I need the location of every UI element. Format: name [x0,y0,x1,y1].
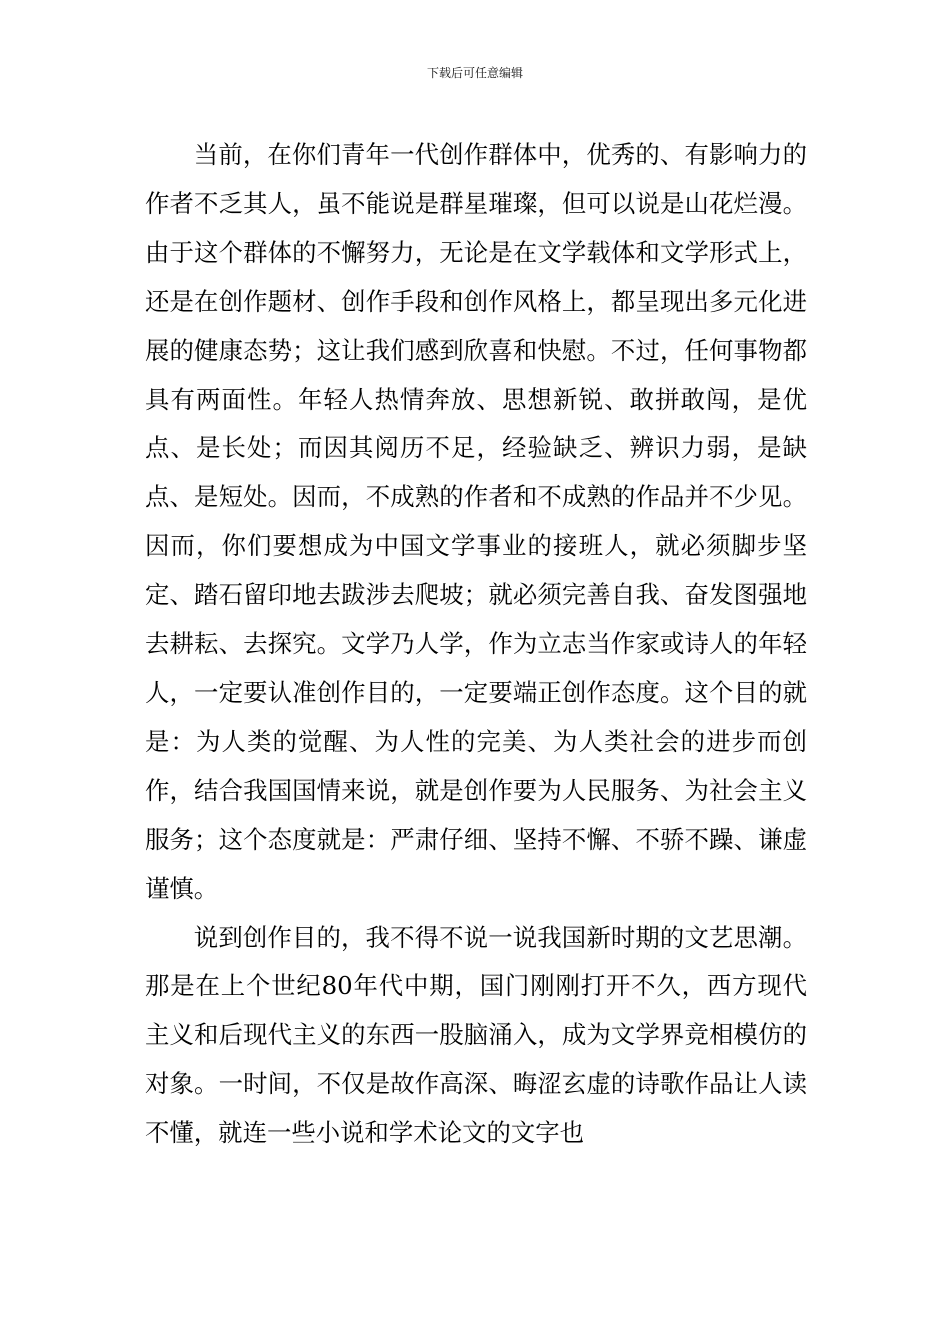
document-body [145,131,807,1158]
paragraph: 说到创作目的，我不得不说一说我国新时期的文艺思潮。那是在上个世纪80年代中期，国门刚刚打开不久，西方现代主义和后现代主义的东西一股脑涌入，成为文学界竞相模仿的对象。一时间，不仅是故作高深、晦涩玄虚的诗歌作品让人读不懂，就连一些小说和学术论文的文字也 [145,922,807,1148]
paragraph: 当前，在你们青年一代创作群体中，优秀的、有影响力的作者不乏其人，虽不能说是群星璀璨，但可以说是山花烂漫。由于这个群体的不懈努力，无论是在文学载体和文学形式上，还是在创作题材、创作手段和创作风格上，都呈现出多元化进展的健康态势；这让我们感到欣喜和快慰。不过，任何事物都具有两面性。年轻人热情奔放、思想新锐、敢拼敢闯，是优点、是长处；而因其阅历不足，经验缺乏、辨识力弱，是缺点、是短处。因而，不成熟的作者和不成熟的作品并不少见。因而，你们要想成为中国文学事业的接班人，就必须脚步坚定、踏石留印地去跋涉去爬坡；就必须完善自我、奋发图强地去耕耘、去探究。文学乃人学，作为立志当作家或诗人的年轻人，一定要认准创作目的，一定要端正创作态度。这个目的就是：为人类的觉醒、为人性的完美、为人类社会的进步而创作，结合我国国情来说，就是创作要为人民服务、为社会主义服务；这个态度就是：严肃仔细、坚持不懈、不骄不躁、谦虚谨慎。 [145,140,807,903]
page-header: 下载后可任意编辑 [426,66,523,80]
